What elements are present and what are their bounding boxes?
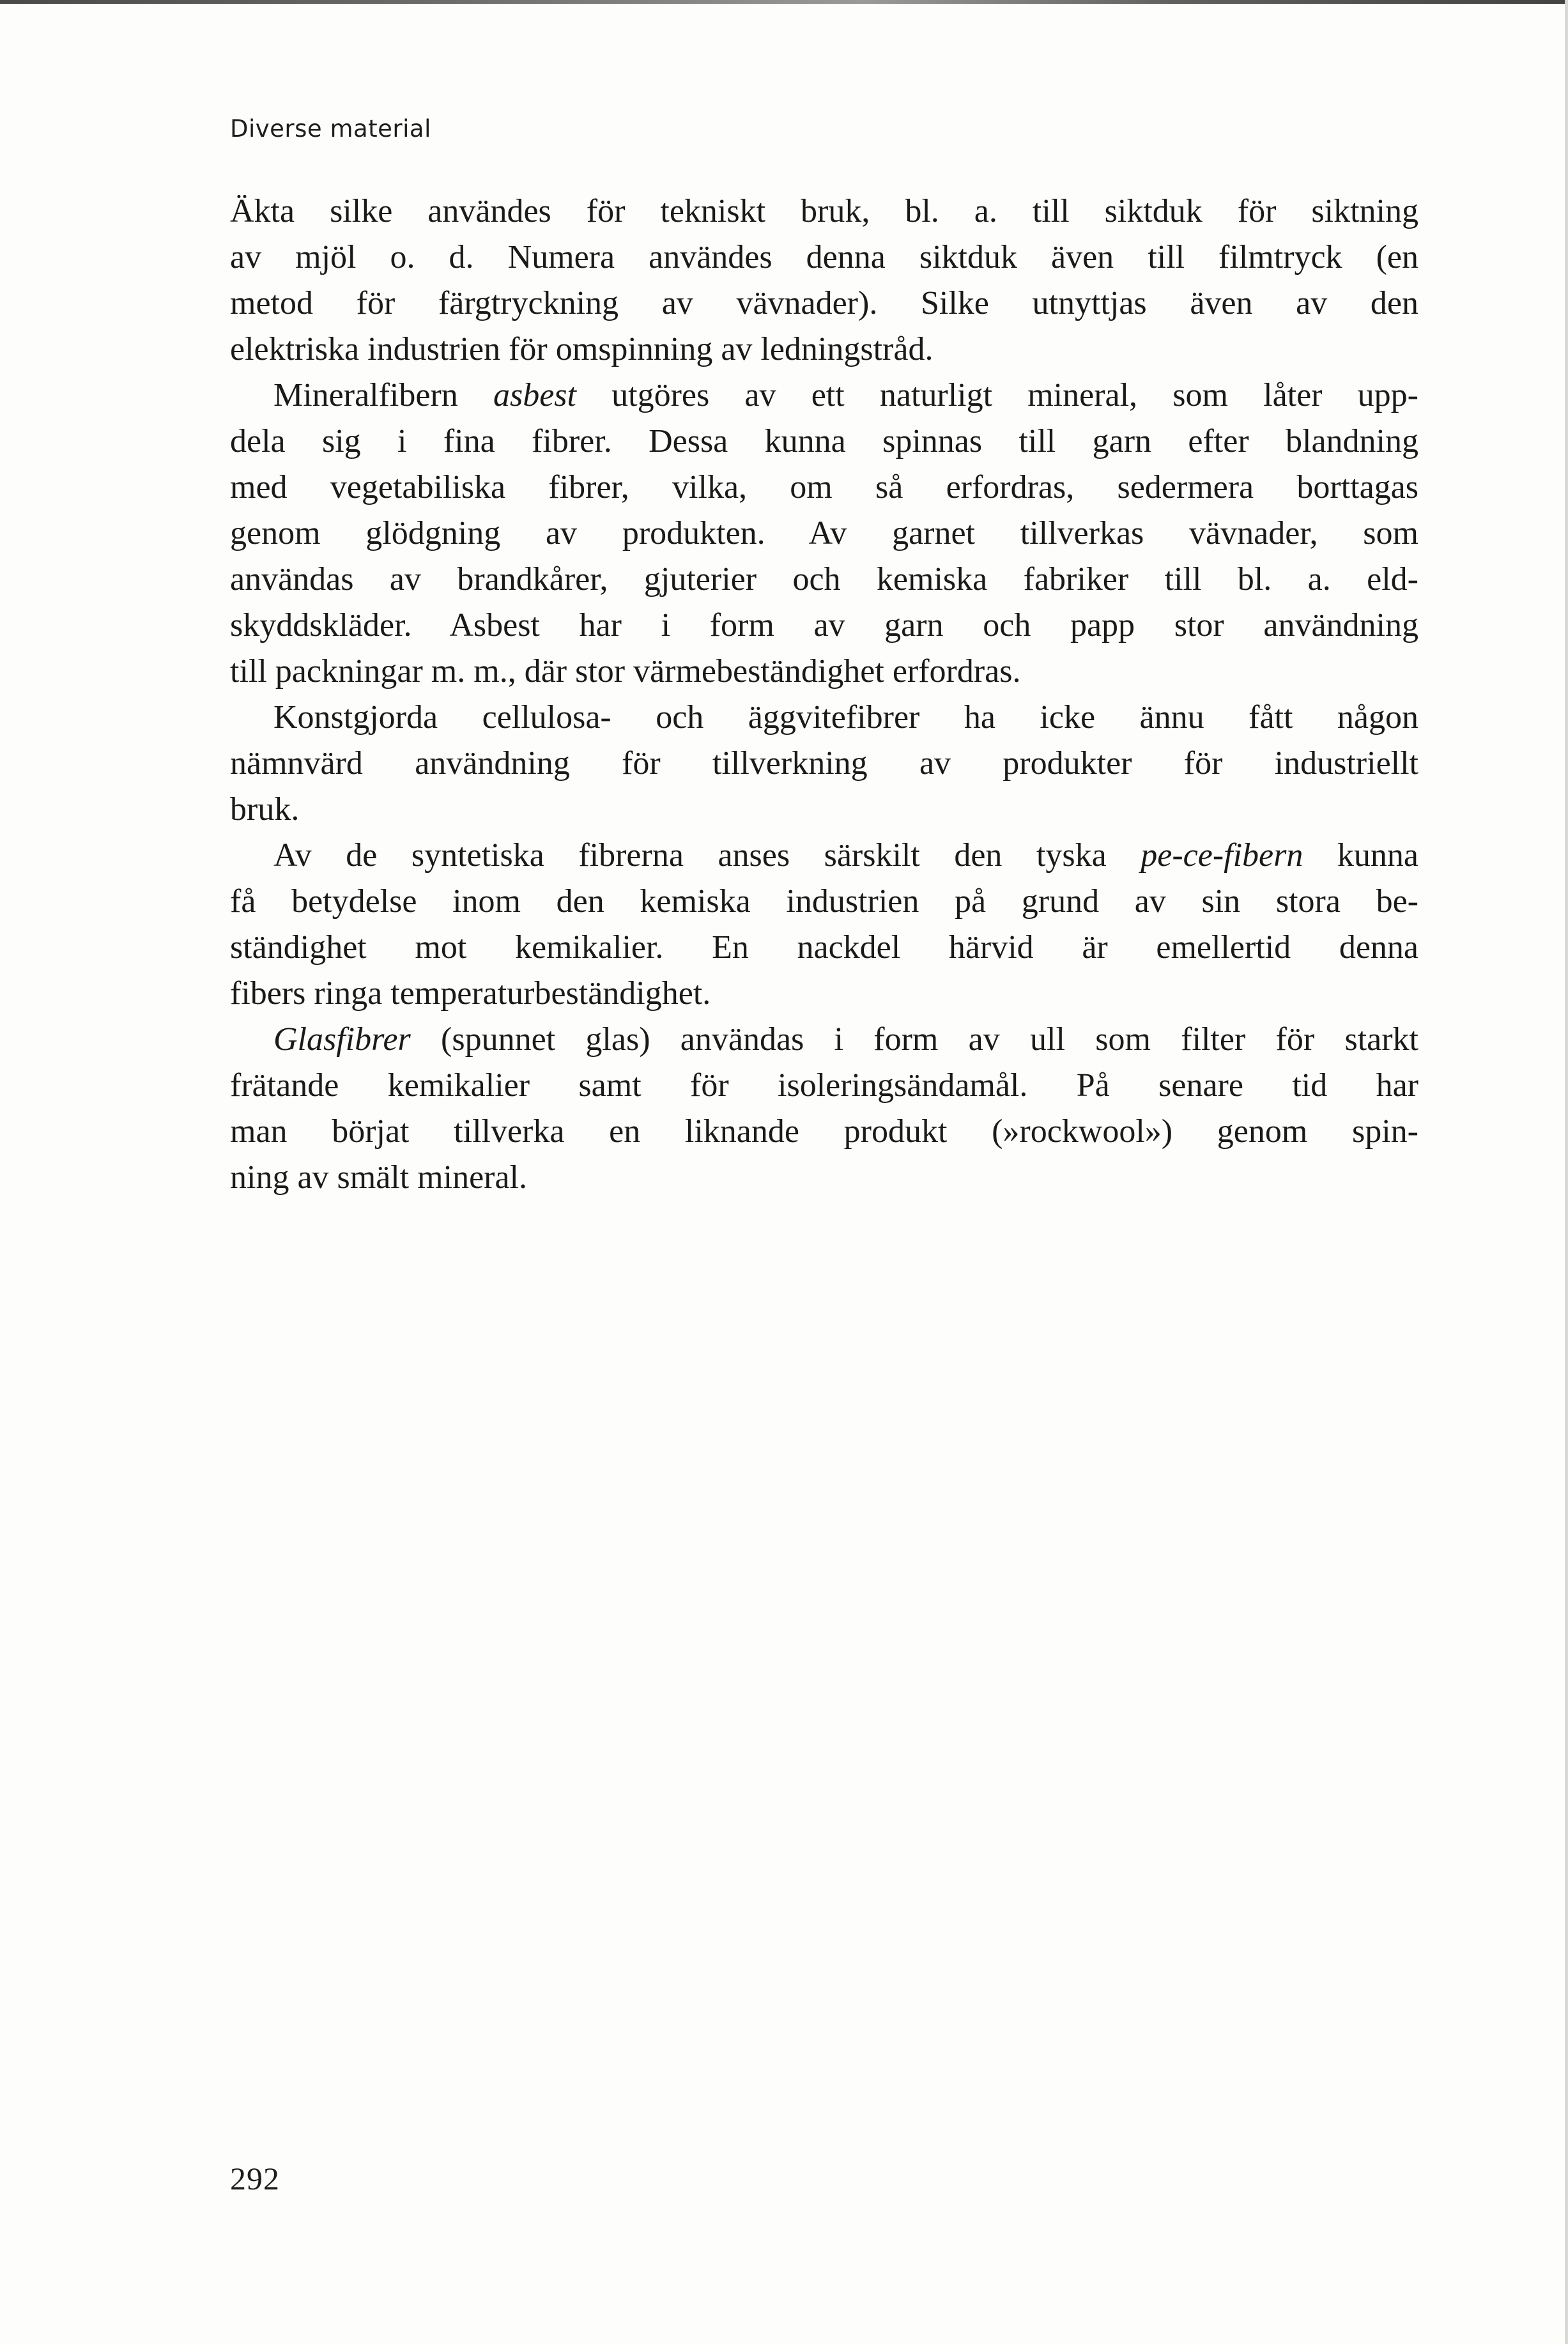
text-line: bruk. <box>230 791 300 828</box>
text-line: frätande kemikalier samt för isoleringsändamål. På senare tid har <box>230 1067 1418 1104</box>
text-line: få betydelse inom den kemiska industrien på grund av sin stora be- <box>230 883 1418 920</box>
text-line: dela sig i fina fibrer. Dessa kunna spinnas till garn efter blandning <box>230 423 1418 459</box>
text-line: elektriska industrien för omspinning av ledningstråd. <box>230 331 934 367</box>
italic-term: Glasfibrer <box>273 1021 411 1058</box>
page-right-edge <box>1565 0 1568 2344</box>
text-line: ning av smält mineral. <box>230 1159 528 1196</box>
paragraph-synthetic-fibres <box>230 833 1418 1017</box>
text-line: nämnvärd användning för tillverkning av produkter för industriellt <box>230 745 1418 782</box>
paragraph-glass-fibres <box>230 1017 1418 1201</box>
text-line: med vegetabiliska fibrer, vilka, om så erfordras, sedermera borttagas <box>230 469 1418 505</box>
text-line: Glasfibrer (spunnet glas) användas i form av ull som filter för starkt <box>273 1021 1418 1058</box>
text-line: metod för färgtryckning av vävnader). Silke utnyttjas även av den <box>230 285 1418 321</box>
text-line: Av de syntetiska fibrerna anses särskilt den tyska pe-ce-fibern kunna <box>273 837 1418 874</box>
text-line: Mineralfibern asbest utgöres av ett naturligt mineral, som låter upp- <box>273 377 1418 413</box>
text-line: av mjöl o. d. Numera användes denna siktduk även till filmtryck (en <box>230 239 1418 275</box>
text-line: till packningar m. m., där stor värmebeständighet erfordras. <box>230 653 1021 690</box>
text-line: genom glödgning av produkten. Av garnet tillverkas vävnader, som <box>230 515 1418 551</box>
italic-term: pe-ce-fibern <box>1141 837 1303 874</box>
text-line: fibers ringa temperaturbeständighet. <box>230 975 711 1012</box>
page-top-edge <box>0 0 1568 4</box>
paragraph-asbestos <box>230 373 1418 695</box>
running-title: Diverse material <box>230 115 431 143</box>
paragraph-silk <box>230 189 1418 373</box>
text-line: skyddskläder. Asbest har i form av garn och papp stor användning <box>230 607 1418 644</box>
text-line: Konstgjorda cellulosa- och äggvitefibrer ha icke ännu fått någon <box>273 699 1418 736</box>
page-number: 292 <box>230 2161 280 2196</box>
text-line: användas av brandkårer, gjuterier och kemiska fabriker till bl. a. eld- <box>230 561 1418 598</box>
text-line: man börjat tillverka en liknande produkt (»rockwool») genom spin- <box>230 1113 1418 1150</box>
body-text <box>230 189 1418 1201</box>
paragraph-artificial-fibres <box>230 695 1418 833</box>
text-line: ständighet mot kemikalier. En nackdel härvid är emellertid denna <box>230 929 1418 966</box>
text-line: Äkta silke användes för tekniskt bruk, bl. a. till siktduk för siktning <box>230 193 1418 229</box>
italic-term: asbest <box>493 377 576 413</box>
